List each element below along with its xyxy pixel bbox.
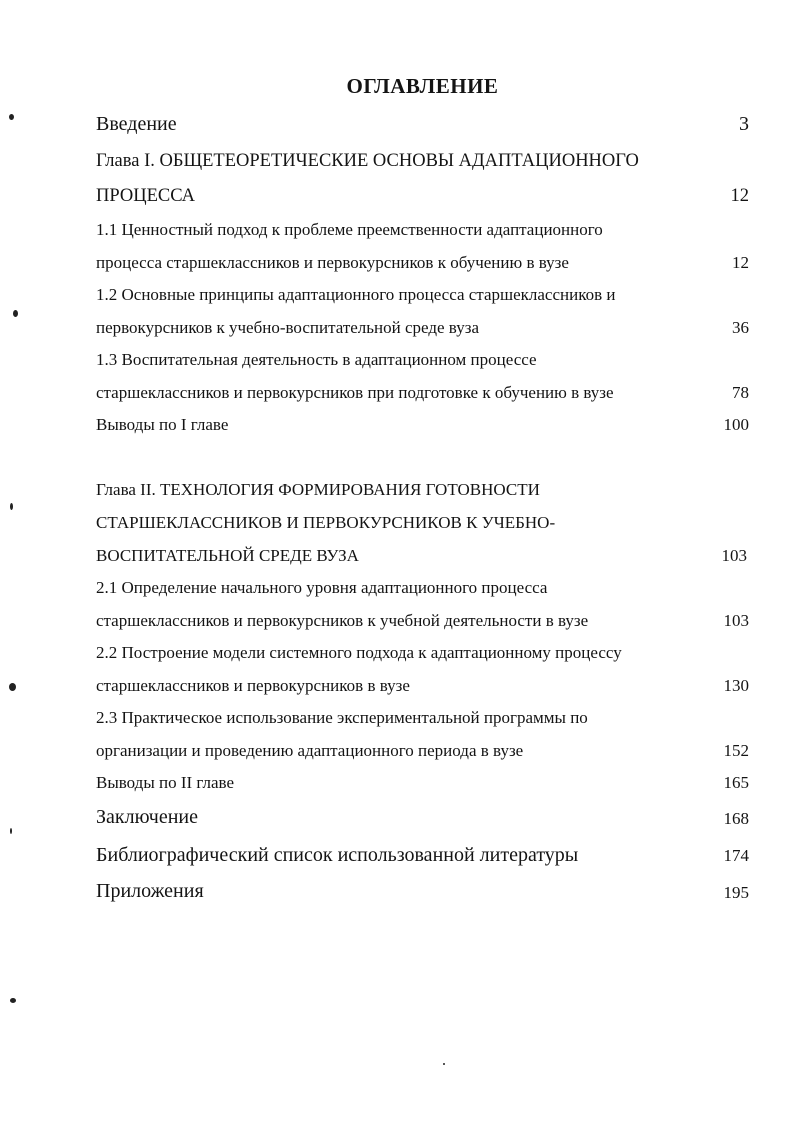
toc-entry-section-2-1-cont[interactable]: старшеклассников и первокурсников к учебной деятельности в вузе <box>96 611 589 630</box>
scan-speck <box>9 114 14 120</box>
toc-entry-section-2-2-cont[interactable]: старшеклассников и первокурсников в вузе <box>96 676 410 695</box>
toc-entry-section-1-1-cont[interactable]: процесса старшеклассников и первокурсников к обучению в вузе <box>96 253 569 272</box>
scan-speck <box>10 503 13 510</box>
toc-entry-chapter-1-cont[interactable]: ПРОЦЕССА <box>96 186 196 206</box>
toc-entry-chapter-2-cont[interactable]: СТАРШЕКЛАССНИКОВ И ПЕРВОКУРСНИКОВ К УЧЕБНО- <box>96 513 556 532</box>
toc-entry-section-2-3-cont[interactable]: организации и проведению адаптационного периода в вузе <box>96 741 524 760</box>
page-title: ОГЛАВЛЕНИЕ <box>346 74 499 98</box>
scan-speck <box>10 998 16 1003</box>
toc-page-number: 168 <box>723 809 749 828</box>
scan-speck <box>13 310 18 317</box>
toc-entry-section-1-1[interactable]: 1.1 Ценностный подход к проблеме преемственности адаптационного <box>96 220 603 239</box>
toc-entry-conclusion[interactable]: Заключение <box>96 806 198 828</box>
scan-speck <box>10 828 12 834</box>
toc-entry-section-2-2[interactable]: 2.2 Построение модели системного подхода к адаптационному процессу <box>96 643 622 662</box>
toc-entry-section-1-2-cont[interactable]: первокурсников к учебно-воспитательной среде вуза <box>96 318 479 337</box>
toc-page-number: 165 <box>723 773 749 792</box>
toc-entry-appendices[interactable]: Приложения <box>96 880 204 902</box>
toc-page-number: 12 <box>732 253 749 272</box>
toc-page-number: 103 <box>721 546 747 565</box>
toc-entry-chapter-2[interactable]: Глава II. ТЕХНОЛОГИЯ ФОРМИРОВАНИЯ ГОТОВНОСТИ <box>96 480 540 499</box>
toc-entry-section-2-3[interactable]: 2.3 Практическое использование экспериментальной программы по <box>96 708 588 727</box>
toc-entry-conclusions-2[interactable]: Выводы по II главе <box>96 773 235 792</box>
toc-entry-chapter-2-cont[interactable]: ВОСПИТАТЕЛЬНОЙ СРЕДЕ ВУЗА <box>96 546 359 565</box>
toc-page-number: 130 <box>723 676 749 695</box>
toc-page-number: 174 <box>723 846 749 865</box>
toc-page-number: 78 <box>732 383 749 402</box>
toc-entry-introduction[interactable]: Введение <box>96 113 177 135</box>
toc-entry-section-1-2[interactable]: 1.2 Основные принципы адаптационного процесса старшеклассников и <box>96 285 616 304</box>
toc-page-number: 195 <box>723 883 749 902</box>
toc-page-number: 100 <box>723 415 749 434</box>
toc-entry-chapter-1[interactable]: Глава I. ОБЩЕТЕОРЕТИЧЕСКИЕ ОСНОВЫ АДАПТАЦИОННОГО <box>96 151 639 171</box>
toc-entry-section-1-3[interactable]: 1.3 Воспитательная деятельность в адаптационном процессе <box>96 350 537 369</box>
scan-speck <box>9 683 16 691</box>
toc-entry-section-1-3-cont[interactable]: старшеклассников и первокурсников при подготовке к обучению в вузе <box>96 383 614 402</box>
toc-page-number: 152 <box>723 741 749 760</box>
toc-page-number: 3 <box>739 113 749 135</box>
toc-page-number: 36 <box>732 318 749 337</box>
toc-entry-conclusions-1[interactable]: Выводы по I главе <box>96 415 229 434</box>
toc-page-number: 103 <box>723 611 749 630</box>
scan-speck <box>443 1063 445 1065</box>
toc-entry-section-2-1[interactable]: 2.1 Определение начального уровня адаптационного процесса <box>96 578 548 597</box>
toc-page-number: 12 <box>730 186 749 206</box>
toc-entry-bibliography[interactable]: Библиографический список использованной литературы <box>96 844 579 866</box>
